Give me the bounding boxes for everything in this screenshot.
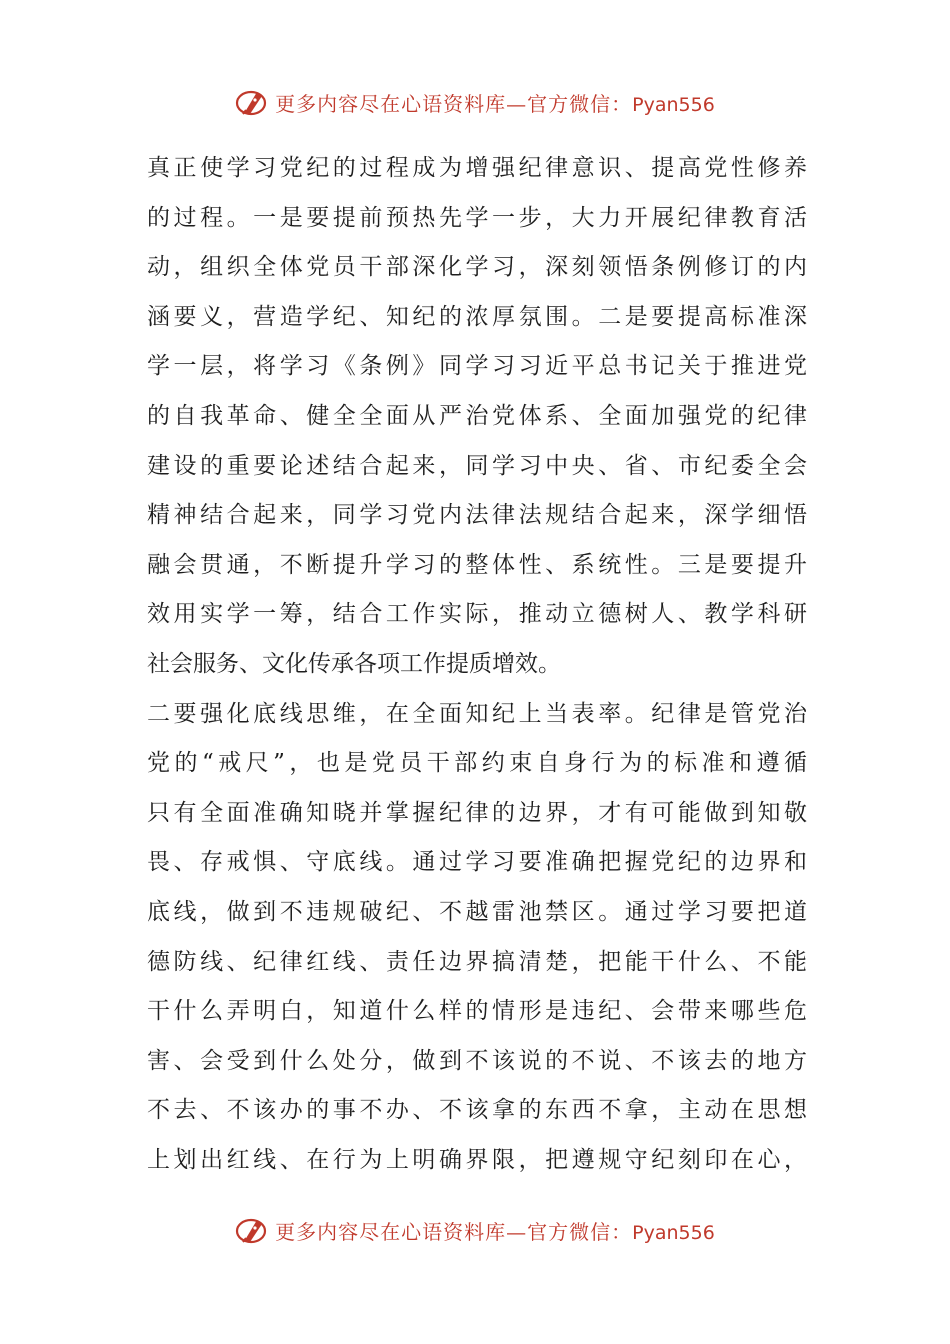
text-line: 不去、不该办的事不办、不该拿的东西不拿，主动在思想 bbox=[147, 1097, 807, 1124]
text-line: 干什么弄明白，知道什么样的情形是违纪、会带来哪些危 bbox=[147, 998, 807, 1025]
text-line: 党的“戒尺”，也是党员干部约束自身行为的标准和遵循 bbox=[147, 750, 807, 777]
text-line: 的过程。一是要提前预热先学一步，大力开展纪律教育活 bbox=[147, 204, 807, 231]
pen-nib-logo-icon bbox=[235, 84, 271, 120]
text-line: 只有全面准确知晓并掌握纪律的边界，才有可能做到知敬 bbox=[147, 799, 807, 826]
text-line: 德防线、纪律红线、责任边界搞清楚，把能干什么、不能 bbox=[147, 948, 807, 975]
text-line: 真正使学习党纪的过程成为增强纪律意识、提高党性修养 bbox=[147, 155, 807, 181]
pen-nib-logo-icon bbox=[235, 1212, 271, 1248]
text-line: 畏、存戒惧、守底线。通过学习要准确把握党纪的边界和 bbox=[147, 849, 807, 876]
text-line: 害、会受到什么处分，做到不该说的不说、不该去的地方 bbox=[147, 1047, 807, 1074]
header-watermark bbox=[0, 82, 950, 122]
text-line: 底线，做到不违规破纪、不越雷池禁区。通过学习要把道 bbox=[147, 898, 807, 925]
text-line: 学一层，将学习《条例》同学习习近平总书记关于推进党 bbox=[147, 353, 807, 380]
text-line: 精神结合起来，同学习党内法律法规结合起来，深学细悟 bbox=[147, 502, 807, 529]
text-line: 社会服务、文化传承各项工作提质增效。 bbox=[147, 650, 561, 677]
header-wechat-id: Pyan556 bbox=[632, 93, 715, 116]
text-line: 的自我革命、健全全面从严治党体系、全面加强党的纪律 bbox=[147, 402, 807, 429]
footer-watermark bbox=[0, 1210, 950, 1250]
text-line: 动，组织全体党员干部深化学习，深刻领悟条例修订的内 bbox=[147, 254, 807, 281]
document-body bbox=[147, 144, 807, 1185]
text-line: 建设的重要论述结合起来，同学习中央、省、市纪委全会 bbox=[147, 452, 807, 479]
text-line: 融会贯通，不断提升学习的整体性、系统性。三是要提升 bbox=[147, 551, 807, 578]
text-line: 效用实学一筹，结合工作实际，推动立德树人、教学科研 bbox=[147, 601, 807, 628]
text-line: 上划出红线、在行为上明确界限，把遵规守纪刻印在心， bbox=[147, 1146, 807, 1173]
footer-watermark-text: 更多内容尽在心语资料库—官方微信：Pyan556 bbox=[275, 1219, 715, 1244]
text-line: 二要强化底线思维，在全面知纪上当表率。纪律是管党治 bbox=[147, 700, 807, 727]
footer-wechat-id: Pyan556 bbox=[632, 1221, 715, 1244]
text-line: 涵要义，营造学纪、知纪的浓厚氛围。二是要提高标准深 bbox=[147, 303, 807, 330]
header-watermark-text: 更多内容尽在心语资料库—官方微信：Pyan556 bbox=[275, 91, 715, 116]
